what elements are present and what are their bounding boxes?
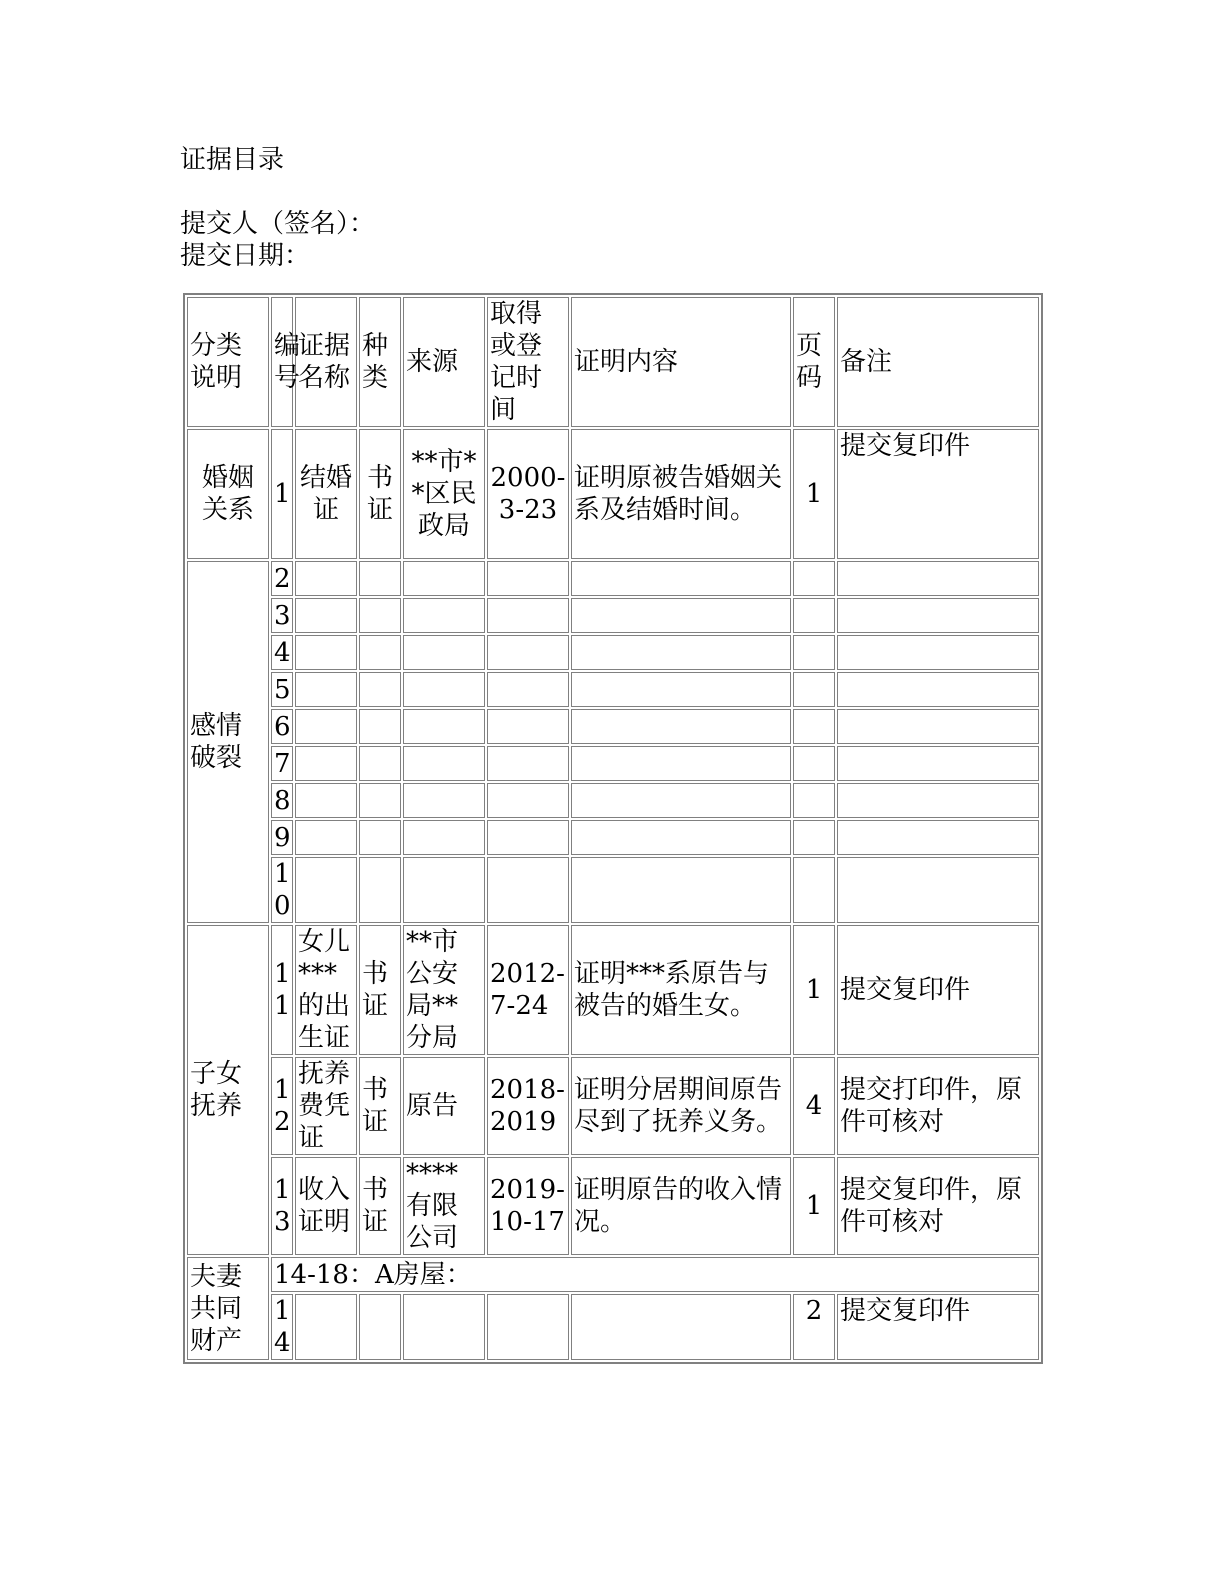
content-cell	[571, 783, 791, 818]
source-cell: ****有限公司	[403, 1157, 485, 1255]
evidence-name-cell	[295, 783, 357, 818]
header-evidence-name: 证据名称	[295, 297, 357, 427]
time-cell	[487, 820, 569, 855]
time-cell	[487, 709, 569, 744]
kind-cell	[359, 709, 401, 744]
evidence-table	[183, 293, 1043, 1364]
time-cell	[487, 857, 569, 923]
content-cell	[571, 857, 791, 923]
number-cell: 8	[271, 783, 293, 818]
kind-cell	[359, 598, 401, 633]
header-source: 来源	[403, 297, 485, 427]
number-cell: 13	[271, 1157, 293, 1255]
number-cell: 12	[271, 1057, 293, 1155]
table-row	[187, 925, 1039, 1055]
source-cell: **市**区民政局	[403, 429, 485, 559]
table-row	[187, 429, 1039, 559]
note-cell	[837, 857, 1039, 923]
kind-cell	[359, 820, 401, 855]
source-cell	[403, 1294, 485, 1360]
number-cell: 11	[271, 925, 293, 1055]
note-cell: 提交复印件	[837, 925, 1039, 1055]
evidence-name-cell: 女儿***的出生证	[295, 925, 357, 1055]
kind-cell: 书证	[359, 925, 401, 1055]
evidence-name-cell	[295, 709, 357, 744]
evidence-name-cell	[295, 672, 357, 707]
header-kind: 种类	[359, 297, 401, 427]
evidence-name-cell: 抚养费凭证	[295, 1057, 357, 1155]
content-cell	[571, 709, 791, 744]
page-cell	[793, 672, 835, 707]
page-cell: 1	[793, 429, 835, 559]
table-row	[187, 1257, 1039, 1292]
note-cell	[837, 561, 1039, 596]
document-title: 证据目录	[180, 145, 285, 175]
content-cell: 证明原告的收入情况。	[571, 1157, 791, 1255]
content-cell	[571, 598, 791, 633]
table-row	[187, 783, 1039, 818]
note-cell	[837, 709, 1039, 744]
content-cell	[571, 820, 791, 855]
source-cell	[403, 672, 485, 707]
category-cell: 夫妻共同财产	[187, 1257, 269, 1360]
content-cell	[571, 672, 791, 707]
kind-cell	[359, 746, 401, 781]
time-cell: 2019-10-17	[487, 1157, 569, 1255]
evidence-name-cell: 收入证明	[295, 1157, 357, 1255]
note-cell: 提交复印件，原件可核对	[837, 1157, 1039, 1255]
content-cell: 证明分居期间原告尽到了抚养义务。	[571, 1057, 791, 1155]
time-cell	[487, 746, 569, 781]
content-cell	[571, 635, 791, 670]
number-cell: 2	[271, 561, 293, 596]
number-cell: 7	[271, 746, 293, 781]
source-cell	[403, 746, 485, 781]
number-cell: 4	[271, 635, 293, 670]
content-cell: 证明原被告婚姻关系及结婚时间。	[571, 429, 791, 559]
note-cell: 提交打印件，原件可核对	[837, 1057, 1039, 1155]
table-row	[187, 709, 1039, 744]
source-cell	[403, 820, 485, 855]
table-row	[187, 1294, 1039, 1360]
source-cell	[403, 857, 485, 923]
table-row	[187, 561, 1039, 596]
evidence-name-cell	[295, 561, 357, 596]
source-cell	[403, 635, 485, 670]
note-cell	[837, 820, 1039, 855]
content-cell	[571, 1294, 791, 1360]
table-row	[187, 598, 1039, 633]
submitter-signature-line: 提交人（签名）：	[180, 209, 376, 239]
source-cell	[403, 783, 485, 818]
number-cell: 5	[271, 672, 293, 707]
header-category: 分类说明	[187, 297, 269, 427]
note-cell	[837, 672, 1039, 707]
evidence-name-cell	[295, 820, 357, 855]
header-page: 页码	[793, 297, 835, 427]
header-note: 备注	[837, 297, 1039, 427]
evidence-name-cell	[295, 635, 357, 670]
header-time: 取得或登记时间	[487, 297, 569, 427]
table-row	[187, 635, 1039, 670]
page-cell	[793, 746, 835, 781]
page-cell	[793, 857, 835, 923]
kind-cell	[359, 672, 401, 707]
time-cell: 2018-2019	[487, 1057, 569, 1155]
source-cell	[403, 561, 485, 596]
number-cell: 9	[271, 820, 293, 855]
time-cell: 2000-3-23	[487, 429, 569, 559]
table-row	[187, 857, 1039, 923]
page-cell: 2	[793, 1294, 835, 1360]
category-cell: 感情破裂	[187, 561, 269, 923]
table-row	[187, 672, 1039, 707]
page-cell	[793, 820, 835, 855]
table-row	[187, 1057, 1039, 1155]
page-cell	[793, 561, 835, 596]
submission-date-line: 提交日期：	[180, 241, 311, 271]
note-cell	[837, 746, 1039, 781]
time-cell	[487, 598, 569, 633]
source-cell: 原告	[403, 1057, 485, 1155]
number-cell: 1	[271, 429, 293, 559]
evidence-name-cell	[295, 598, 357, 633]
page-cell	[793, 598, 835, 633]
kind-cell: 书证	[359, 429, 401, 559]
number-cell: 10	[271, 857, 293, 923]
kind-cell	[359, 1294, 401, 1360]
header-content: 证明内容	[571, 297, 791, 427]
page-cell	[793, 709, 835, 744]
content-cell	[571, 746, 791, 781]
time-cell	[487, 783, 569, 818]
evidence-name-cell: 结婚证	[295, 429, 357, 559]
time-cell	[487, 635, 569, 670]
table-row	[187, 820, 1039, 855]
time-cell	[487, 1294, 569, 1360]
table-row	[187, 1157, 1039, 1255]
category-cell: 子女抚养	[187, 925, 269, 1255]
source-cell	[403, 709, 485, 744]
page-cell: 4	[793, 1057, 835, 1155]
page-cell: 1	[793, 1157, 835, 1255]
time-cell	[487, 672, 569, 707]
note-cell	[837, 635, 1039, 670]
kind-cell	[359, 783, 401, 818]
evidence-name-cell	[295, 857, 357, 923]
source-cell	[403, 598, 485, 633]
kind-cell	[359, 635, 401, 670]
table-header-row	[187, 297, 1039, 427]
category-cell: 婚姻关系	[187, 429, 269, 559]
kind-cell	[359, 561, 401, 596]
number-cell: 14	[271, 1294, 293, 1360]
page-cell	[793, 635, 835, 670]
note-cell: 提交复印件	[837, 429, 1039, 559]
source-cell: **市公安局**分局	[403, 925, 485, 1055]
time-cell: 2012-7-24	[487, 925, 569, 1055]
kind-cell: 书证	[359, 1057, 401, 1155]
time-cell	[487, 561, 569, 596]
note-cell	[837, 598, 1039, 633]
group-heading-cell: 14-18：A房屋：	[271, 1257, 1039, 1292]
content-cell	[571, 561, 791, 596]
note-cell	[837, 783, 1039, 818]
kind-cell	[359, 857, 401, 923]
page-cell	[793, 783, 835, 818]
page-cell: 1	[793, 925, 835, 1055]
evidence-name-cell	[295, 746, 357, 781]
note-cell: 提交复印件	[837, 1294, 1039, 1360]
number-cell: 6	[271, 709, 293, 744]
kind-cell: 书证	[359, 1157, 401, 1255]
table-row	[187, 746, 1039, 781]
evidence-name-cell	[295, 1294, 357, 1360]
header-number: 编号	[271, 297, 293, 427]
number-cell: 3	[271, 598, 293, 633]
content-cell: 证明***系原告与被告的婚生女。	[571, 925, 791, 1055]
